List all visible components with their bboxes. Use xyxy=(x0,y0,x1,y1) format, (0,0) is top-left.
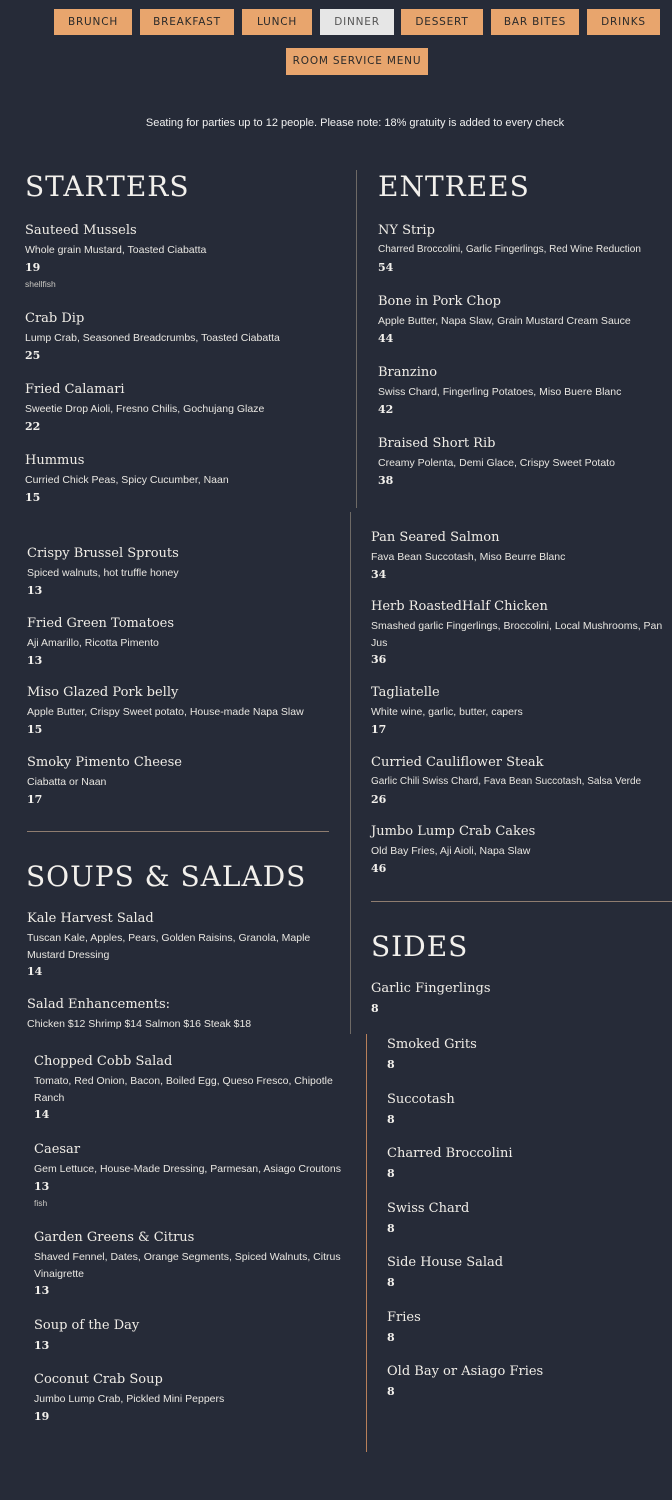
item-price: 19 xyxy=(25,260,41,274)
soups-salads-heading: SOUPS & SALADS xyxy=(26,860,307,893)
item-price: 46 xyxy=(371,861,387,875)
menu-item xyxy=(371,684,666,738)
item-name: Charred Broccolini xyxy=(387,1146,513,1161)
item-price: 25 xyxy=(25,348,41,362)
item-description: Fava Bean Succotash, Miso Beurre Blanc xyxy=(371,551,566,563)
menu-item xyxy=(25,381,325,435)
item-name: NY Strip xyxy=(378,223,435,238)
menu-item xyxy=(371,823,666,877)
allergen-note: shellfish xyxy=(25,278,56,289)
item-price: 8 xyxy=(387,1385,395,1398)
tab-lunch[interactable]: LUNCH xyxy=(242,9,312,35)
tab-room-service-menu[interactable]: ROOM SERVICE MENU xyxy=(286,48,428,75)
item-name: Sauteed Mussels xyxy=(25,223,137,238)
allergen-note: fish xyxy=(34,1197,48,1208)
item-price: 13 xyxy=(27,583,43,597)
item-name: Garden Greens & Citrus xyxy=(34,1230,195,1245)
item-price: 8 xyxy=(387,1113,395,1126)
menu-item xyxy=(34,1229,349,1299)
item-description: Chicken $12 Shrimp $14 Salmon $16 Steak $18 xyxy=(27,1018,252,1030)
item-name: Crab Dip xyxy=(25,311,85,326)
item-price: 36 xyxy=(371,653,387,666)
item-description: White wine, garlic, butter, capers xyxy=(371,706,523,718)
menu-item xyxy=(387,1200,657,1237)
item-price: 14 xyxy=(27,965,43,978)
item-name: Curried Cauliflower Steak xyxy=(371,755,544,770)
column-divider-middle xyxy=(350,512,351,1034)
item-name: Jumbo Lump Crab Cakes xyxy=(371,824,536,839)
menu-item xyxy=(27,910,317,980)
item-description: Old Bay Fries, Aji Aioli, Napa Slaw xyxy=(371,845,531,857)
tab-drinks[interactable]: DRINKS xyxy=(587,9,660,35)
item-description: Ciabatta or Naan xyxy=(27,776,107,788)
item-price: 17 xyxy=(371,722,387,736)
item-description: Tuscan Kale, Apples, Pears, Golden Raisins, Granola, Maple Mustard Dressing xyxy=(27,932,311,961)
item-name: Tagliatelle xyxy=(371,685,440,700)
item-name: Branzino xyxy=(378,365,438,380)
item-description: Whole grain Mustard, Toasted Ciabatta xyxy=(25,244,207,256)
menu-item xyxy=(378,364,668,418)
item-name: Fried Green Tomatoes xyxy=(27,616,175,631)
item-description: Aji Amarillo, Ricotta Pimento xyxy=(27,637,159,649)
menu-item xyxy=(371,529,666,583)
item-name: Caesar xyxy=(34,1142,81,1157)
menu-item xyxy=(378,293,668,347)
item-name: Soup of the Day xyxy=(34,1318,140,1333)
item-price: 14 xyxy=(34,1108,50,1121)
menu-item xyxy=(27,545,327,599)
item-name: Braised Short Rib xyxy=(378,436,496,451)
menu-item xyxy=(387,1145,657,1182)
menu-item xyxy=(378,435,668,489)
item-name: Pan Seared Salmon xyxy=(371,530,500,545)
item-name: Crispy Brussel Sprouts xyxy=(27,546,179,561)
item-price: 13 xyxy=(27,653,43,667)
starters-heading: STARTERS xyxy=(25,170,190,203)
menu-item xyxy=(27,684,327,738)
item-name: Side House Salad xyxy=(387,1255,504,1270)
item-name: Fried Calamari xyxy=(25,382,125,397)
menu-item xyxy=(34,1053,339,1123)
menu-item xyxy=(25,452,325,506)
item-description: Curried Chick Peas, Spicy Cucumber, Naan xyxy=(25,474,229,486)
menu-item xyxy=(34,1141,354,1208)
item-price: 13 xyxy=(34,1284,50,1297)
tab-breakfast[interactable]: BREAKFAST xyxy=(140,9,234,35)
item-name: Salad Enhancements: xyxy=(27,997,171,1012)
menu-item xyxy=(371,754,666,808)
menu-item xyxy=(34,1317,339,1354)
column-divider-top xyxy=(356,170,357,508)
item-description: Apple Butter, Crispy Sweet potato, House-made Napa Slaw xyxy=(27,706,304,718)
menu-item xyxy=(387,1091,657,1128)
item-name: Herb RoastedHalf Chicken xyxy=(371,599,548,614)
menu-item xyxy=(27,754,327,808)
tab-brunch[interactable]: BRUNCH xyxy=(54,9,132,35)
item-price: 13 xyxy=(34,1179,50,1193)
starters-soups-divider xyxy=(27,831,329,832)
item-name: Old Bay or Asiago Fries xyxy=(387,1364,544,1379)
item-name: Chopped Cobb Salad xyxy=(34,1054,173,1069)
item-name: Bone in Pork Chop xyxy=(378,294,501,309)
menu-item xyxy=(34,1371,339,1425)
item-price: 19 xyxy=(34,1409,50,1423)
item-name: Succotash xyxy=(387,1092,455,1107)
menu-item xyxy=(371,598,666,668)
item-name: Fries xyxy=(387,1310,421,1325)
item-name: Smoked Grits xyxy=(387,1037,477,1052)
item-name: Garlic Fingerlings xyxy=(371,981,491,996)
tab-dinner[interactable]: DINNER xyxy=(320,9,394,35)
menu-item xyxy=(387,1309,657,1346)
item-description: Gem Lettuce, House-Made Dressing, Parmesan, Asiago Croutons xyxy=(34,1163,341,1175)
column-divider-bottom xyxy=(366,1034,367,1452)
item-price: 54 xyxy=(378,260,394,274)
gratuity-notice: Seating for parties up to 12 people. Please note: 18% gratuity is added to every check xyxy=(145,117,565,129)
sides-heading: SIDES xyxy=(371,930,469,963)
item-price: 17 xyxy=(27,792,43,806)
menu-item xyxy=(378,222,668,276)
menu-item xyxy=(27,996,337,1033)
item-price: 8 xyxy=(387,1276,395,1289)
item-price: 22 xyxy=(25,419,41,433)
item-description: Creamy Polenta, Demi Glace, Crispy Sweet Potato xyxy=(378,457,615,469)
item-description: Garlic Chili Swiss Chard, Fava Bean Succotash, Salsa Verde xyxy=(371,776,642,787)
item-description: Lump Crab, Seasoned Breadcrumbs, Toasted Ciabatta xyxy=(25,332,280,344)
item-description: Spiced walnuts, hot truffle honey xyxy=(27,567,179,579)
menu-item xyxy=(387,1363,657,1400)
item-description: Charred Broccolini, Garlic Fingerlings, Red Wine Reduction xyxy=(378,244,641,255)
tab-bar-bites[interactable]: BAR BITES xyxy=(491,9,579,35)
item-price: 13 xyxy=(34,1339,50,1352)
menu-item xyxy=(371,980,651,1017)
item-description: Sweetie Drop Aioli, Fresno Chilis, Gochujang Glaze xyxy=(25,403,265,415)
item-description: Shaved Fennel, Dates, Orange Segments, Spiced Walnuts, Citrus Vinaigrette xyxy=(34,1251,341,1280)
item-price: 8 xyxy=(387,1167,395,1180)
entrees-sides-divider xyxy=(371,901,672,902)
item-price: 8 xyxy=(371,1002,379,1015)
item-name: Smoky Pimento Cheese xyxy=(27,755,182,770)
menu-item xyxy=(25,222,325,289)
item-description: Jumbo Lump Crab, Pickled Mini Peppers xyxy=(34,1393,225,1405)
item-price: 38 xyxy=(378,473,394,487)
item-price: 8 xyxy=(387,1058,395,1071)
item-name: Hummus xyxy=(25,453,85,468)
item-name: Miso Glazed Pork belly xyxy=(27,685,179,700)
item-price: 34 xyxy=(371,567,387,581)
menu-item xyxy=(387,1254,657,1291)
item-price: 44 xyxy=(378,331,394,345)
item-price: 15 xyxy=(25,490,41,504)
item-description: Apple Butter, Napa Slaw, Grain Mustard Cream Sauce xyxy=(378,315,631,327)
item-description: Swiss Chard, Fingerling Potatoes, Miso Buere Blanc xyxy=(378,386,622,398)
item-name: Kale Harvest Salad xyxy=(27,911,154,926)
menu-item xyxy=(27,615,327,669)
item-price: 26 xyxy=(371,792,387,806)
item-description: Smashed garlic Fingerlings, Broccolini, Local Mushrooms, Pan Jus xyxy=(371,620,663,649)
item-name: Coconut Crab Soup xyxy=(34,1372,163,1387)
entrees-heading: ENTREES xyxy=(378,170,530,203)
menu-item xyxy=(387,1036,657,1073)
item-price: 8 xyxy=(387,1331,395,1344)
item-name: Swiss Chard xyxy=(387,1201,470,1216)
item-price: 8 xyxy=(387,1222,395,1235)
item-price: 42 xyxy=(378,402,394,416)
item-description: Tomato, Red Onion, Bacon, Boiled Egg, Queso Fresco, Chipotle Ranch xyxy=(34,1075,333,1104)
menu-item xyxy=(25,310,325,364)
item-price: 15 xyxy=(27,722,43,736)
tab-dessert[interactable]: DESSERT xyxy=(401,9,483,35)
